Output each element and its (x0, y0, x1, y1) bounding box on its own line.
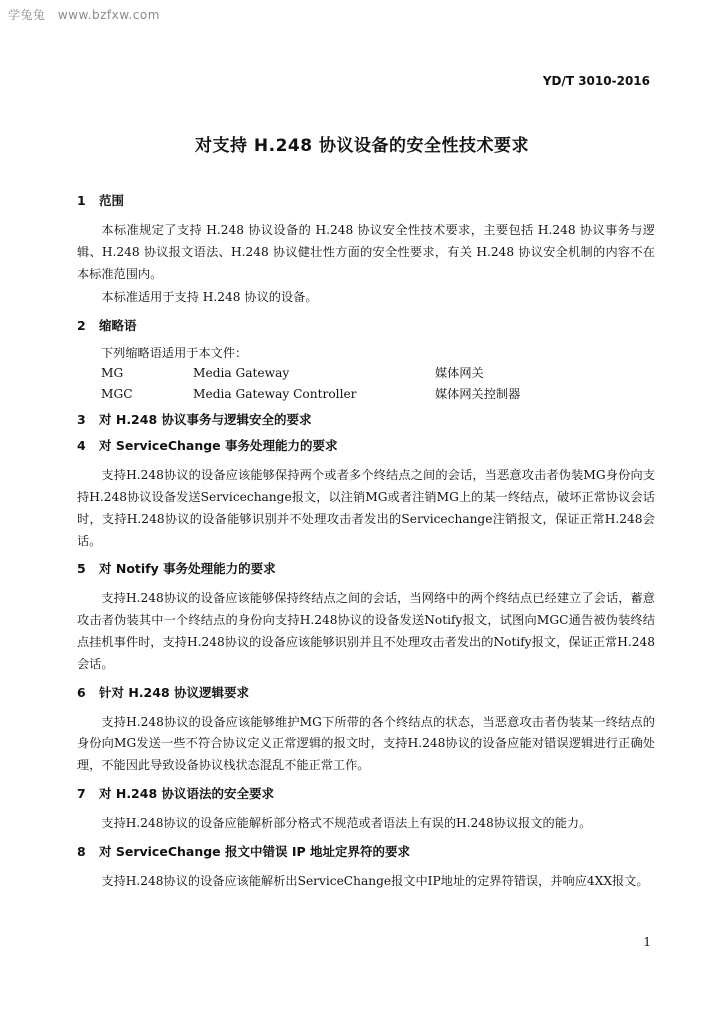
watermark (8, 6, 160, 23)
section-number: 5 (77, 561, 86, 577)
section-1-heading (77, 192, 655, 210)
standard-code: YD/T 3010-2016 (542, 74, 650, 88)
abbreviation: MG (101, 366, 124, 381)
section-7-heading (77, 785, 655, 803)
abbreviation-chinese: 媒体网关 (435, 366, 484, 381)
abbreviation-row (101, 384, 655, 405)
section-number: 4 (77, 438, 86, 454)
section-title: 对 ServiceChange 报文中错误 IP 地址定界符的要求 (99, 843, 411, 859)
section-4-heading (77, 437, 655, 455)
section-number: 7 (77, 785, 86, 801)
section-title: 范围 (99, 193, 125, 208)
section-number: 8 (77, 843, 86, 859)
section-4-paragraph: 支持H.248协议的设备应该能够保持两个或者多个终结点之间的会话，当恶意攻击者伪装MG身份向支持H.248协议设备发送Servicechange报文，以注销MG或者注销MG上的某一终结点，破坏正常协议会话时，支持H.248协议的设备能够识别并不处理攻击者发出的Servicechange注销报文，保证正常H.248会话。 (77, 468, 655, 548)
section-1-paragraph-1: 本标准规定了支持 H.248 协议设备的 H.248 协议安全性技术要求，主要包括 H.248 协议事务与逻辑、H.248 协议报文语法、H.248 协议健壮性方面的安全性要求，有关 H.248 协议安全机制的内容不在本标准范围内。 (77, 223, 655, 281)
page-number: 1 (643, 935, 651, 949)
section-8-heading (77, 843, 655, 861)
section-7-paragraph: 支持H.248协议的设备应能解析部分格式不规范或者语法上有误的H.248协议报文的能力。 (101, 815, 592, 830)
section-6-paragraph: 支持H.248协议的设备应该能够维护MG下所带的各个终结点的状态，当恶意攻击者伪装某一终结点的身份向MG发送一些不符合协议定义正常逻辑的报文时，支持H.248协议的设备应能对错误逻辑进行正确处理，不能因此导致设备协议栈状态混乱不能正常工作。 (77, 714, 655, 773)
section-5-paragraph: 支持H.248协议的设备应该能够保持终结点之间的会话，当网络中的两个终结点已经建立了会话，蓄意攻击者伪装其中一个终结点的身份向支持H.248协议的设备发送Notify报文，试图向MGC通告被伪装终结点挂机事件时，支持H.248协议的设备应该能够识别并且不处理攻击者发出的Notify报文，保证正常H.248会话。 (77, 591, 655, 671)
section-2-heading (77, 317, 655, 335)
document-body (77, 192, 655, 893)
watermark-site: 学兔兔 (8, 8, 46, 22)
abbreviation-english: Media Gateway Controller (193, 387, 357, 402)
section-5-heading (77, 560, 655, 578)
section-3-heading (77, 411, 655, 429)
page-title: 对支持 H.248 协议设备的安全性技术要求 (194, 136, 529, 156)
abbreviation: MGC (101, 387, 133, 402)
watermark-url: www.bzfxw.com (57, 8, 160, 22)
section-1-paragraph-2: 本标准适用于支持 H.248 协议的设备。 (101, 290, 318, 305)
abbreviation-chinese: 媒体网关控制器 (435, 387, 521, 402)
section-number: 6 (77, 684, 86, 700)
section-6-heading (77, 684, 655, 702)
section-title: 对 Notify 事务处理能力的要求 (99, 561, 276, 577)
section-8-paragraph: 支持H.248协议的设备应该能解析出ServiceChange报文中IP地址的定界符错误，并响应4XX报文。 (101, 873, 649, 888)
section-title: 对 H.248 协议语法的安全要求 (99, 785, 275, 801)
section-title: 缩略语 (99, 318, 137, 334)
section-number: 2 (77, 318, 86, 334)
abbreviation-intro: 下列缩略语适用于本文件： (101, 346, 248, 361)
abbreviation-english: Media Gateway (193, 366, 290, 381)
section-number: 1 (77, 193, 86, 208)
section-title: 针对 H.248 协议逻辑要求 (99, 684, 250, 700)
section-number: 3 (77, 412, 86, 428)
section-title: 对 ServiceChange 事务处理能力的要求 (99, 438, 338, 454)
abbreviation-row (101, 363, 655, 384)
section-title: 对 H.248 协议事务与逻辑安全的要求 (99, 412, 312, 428)
